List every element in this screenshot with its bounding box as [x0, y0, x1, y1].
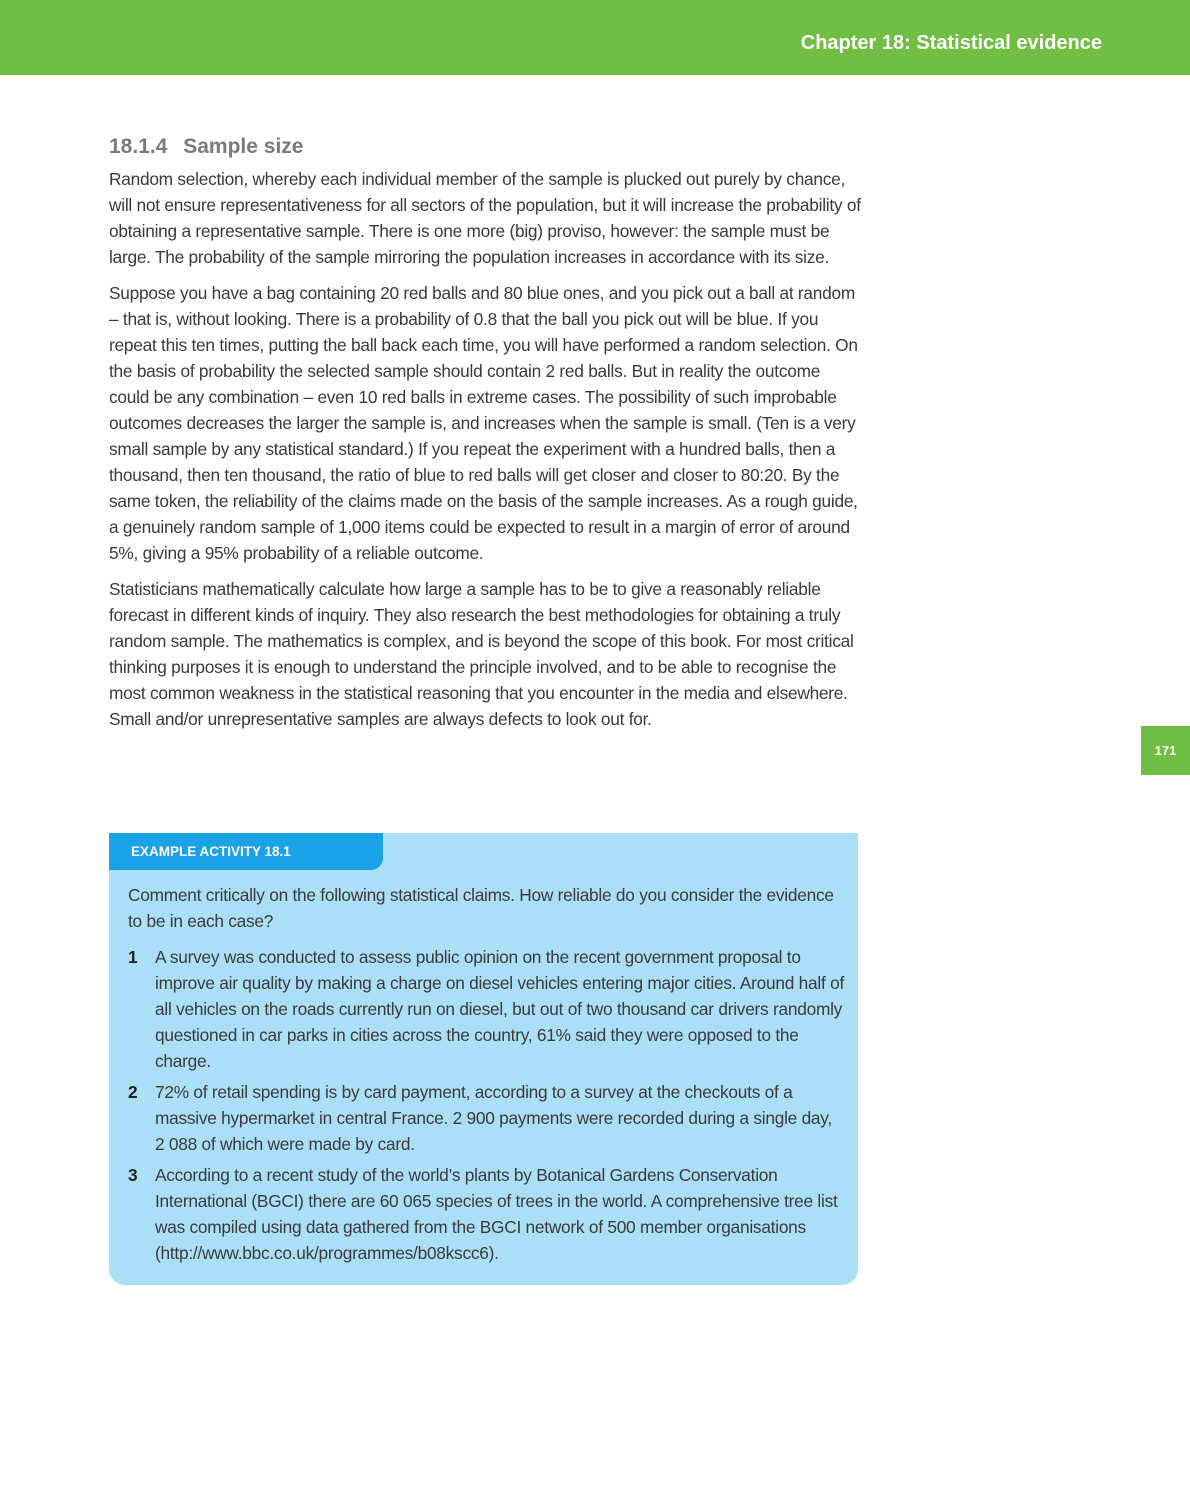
page-number-tab	[1141, 726, 1190, 775]
chapter-title: Chapter 18: Statistical evidence	[800, 32, 1102, 54]
list-item-number: 3	[128, 1165, 138, 1185]
list-item-text: According to a recent study of the world’s plants by Botanical Gardens Conservation International (BGCI) there are 60 065 species of trees in the world. A comprehensive tree list was compiled using data gathered from the BGCI network of 500 member organisations (http://www.bbc.co.uk/programmes/b08kscc6).	[155, 1165, 838, 1263]
list-item	[128, 944, 844, 1074]
paragraph: Statisticians mathematically calculate how large a sample has to be to give a reasonably reliable forecast in different kinds of inquiry. They also research the best methodologies for obtaining a truly random sample. The mathematics is complex, and is beyond the scope of this book. For most critical thinking purposes it is enough to understand the principle involved, and to be able to recognise the most common weakness in the statistical reasoning that you encounter in the media and elsewhere. Small and/or unrepresentative samples are always defects to look out for.	[109, 579, 854, 729]
chapter-header-band	[0, 0, 1190, 75]
list-item-number: 1	[128, 947, 138, 967]
list-item-number: 2	[128, 1082, 138, 1102]
example-activity-box	[109, 833, 858, 1285]
section-heading	[109, 132, 861, 162]
paragraph: Random selection, whereby each individual member of the sample is plucked out purely by chance, will not ensure representativeness for all sectors of the population, but it will increase the probability of obtaining a representative sample. There is one more (big) proviso, however: the sample must be large. The probability of the sample mirroring the population increases in accordance with its size.	[109, 169, 861, 267]
paragraph: Suppose you have a bag containing 20 red balls and 80 blue ones, and you pick out a ball at random – that is, without looking. There is a probability of 0.8 that the ball you pick out will be blue. If you repeat this ten times, putting the ball back each time, you will have performed a random selection. On the basis of probability the selected sample should contain 2 red balls. But in reality the outcome could be any combination – even 10 red balls in extreme cases. The possibility of such improbable outcomes decreases the larger the sample is, and increases when the sample is small. (Ten is a very small sample by any statistical standard.) If you repeat the experiment with a hundred balls, then a thousand, then ten thousand, the ratio of blue to red balls will get closer and closer to 80:20. By the same token, the reliability of the claims made on the basis of the sample increases. As a rough guide, a genuinely random sample of 1,000 items could be expected to result in a margin of error of around 5%, giving a 95% probability of a reliable outcome.	[109, 283, 858, 563]
activity-label: EXAMPLE ACTIVITY 18.1	[109, 833, 383, 870]
activity-list	[128, 944, 844, 1271]
list-item	[128, 1162, 844, 1266]
section-title: Sample size	[183, 135, 304, 158]
section-number: 18.1.4	[109, 135, 168, 158]
list-item	[128, 1079, 844, 1157]
main-content	[109, 132, 861, 742]
list-item-text: 72% of retail spending is by card payment, according to a survey at the checkouts of a massive hypermarket in central France. 2 900 payments were recorded during a single day, 2 088 of which were made by card.	[155, 1082, 832, 1154]
activity-intro: Comment critically on the following statistical claims. How reliable do you consider the evidence to be in each case?	[128, 885, 834, 931]
list-item-text: A survey was conducted to assess public opinion on the recent government proposal to improve air quality by making a charge on diesel vehicles entering major cities. Around half of all vehicles on the roads currently run on diesel, but out of two thousand car drivers randomly questioned in car parks in cities across the country, 61% said they were opposed to the charge.	[155, 947, 844, 1071]
page-number: 171	[1154, 743, 1177, 758]
